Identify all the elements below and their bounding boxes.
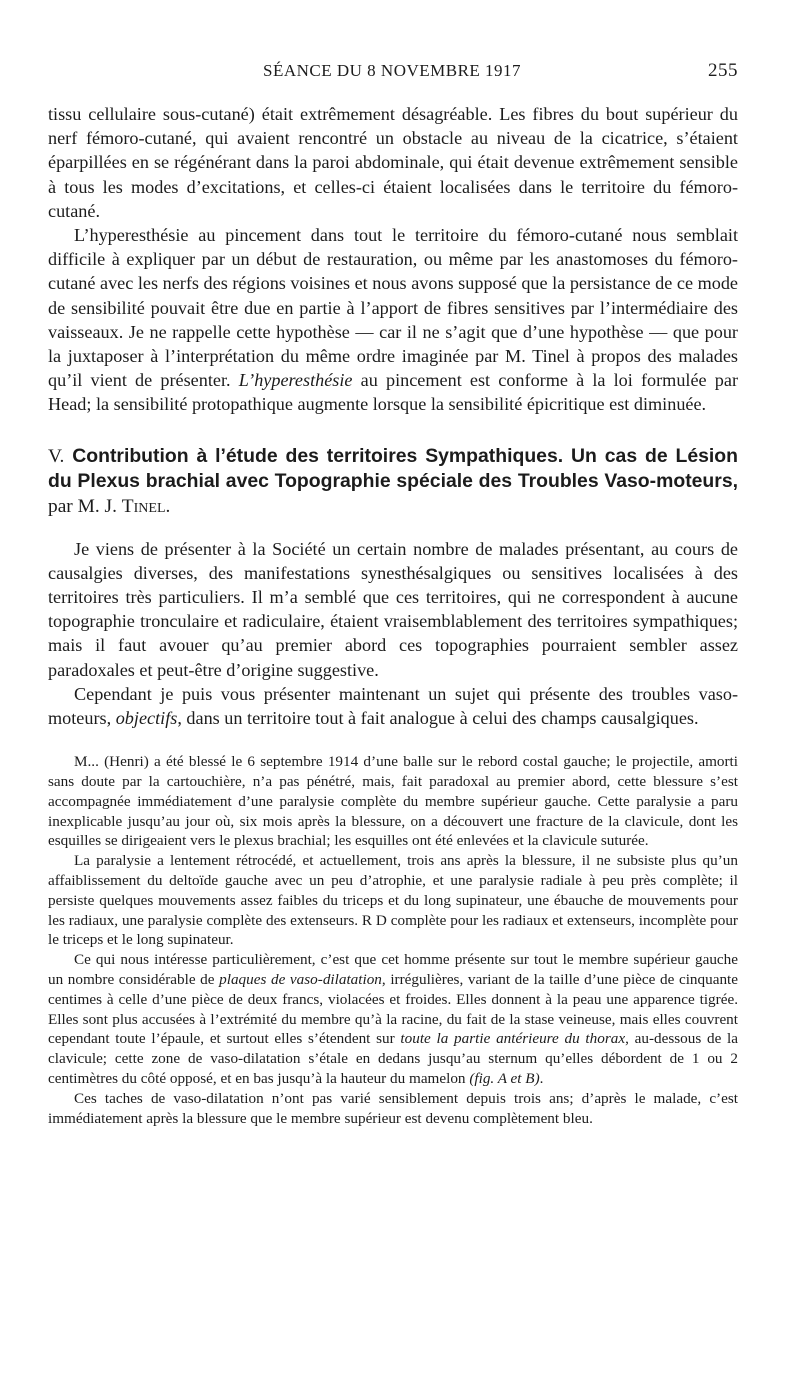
section-author-name: Tinel. [121, 495, 171, 517]
section-heading [48, 444, 738, 519]
case-paragraph-3: Ce qui nous intéresse particulièrement, c’est que cet homme présente sur tout le membre supérieur gauche un nombre considérable de plaques de vaso-dilatation, irrégulières, variant de la taille d’une pièce de cinquante centimes à celle d’une pièce de deux francs, violacées et froides. Elles donnent à la peau une apparence tigrée. Elles sont plus accusées à l’extrémité du membre qu’à la racine, du fait de la stase veineuse, mais elles couvrent cependant toute l’épaule, et surtout elles s’étendent sur toute la partie antérieure du thorax, au-dessous de la clavicule; cette zone de vaso-dilatation s’étale en dedans jusqu’au sternum qu’elles débordent de 1 ou 2 centimètres du côté opposé, et en bas jusqu’à la hauteur du mamelon (fig. A et B). [48, 951, 739, 1088]
section-number: V. [48, 445, 65, 467]
paragraph-intro: Je viens de présenter à la Société un certain nombre de malades présentant, au cours de causalgies diverses, des manifestations synesthésalgiques ou sensitives localisées à des territoires très particuliers. Il m’a semblé que ces territoires, qui ne correspondent à aucune topographie tronculaire et radiculaire, étaient vraisemblablement des territoires sympathiques; mais il faut avouer qu’au premier abord ces topographies pourraient sembler assez paradoxales et peut-être d’origine suggestive. [48, 538, 738, 680]
paragraph-hyperesthesie: L’hyperesthésie au pincement dans tout le territoire du fémoro-cutané nous semblait difficile à expliquer par un début de restauration, ou même par les anastomoses du fémoro-cutané avec les nerfs des régions voisines et nous avons supposé que la persistance de ce mode de sensibilité pouvait être due en partie à l’apport de fibres sensitives par l’intermédiaire des vaisseaux. Je ne rappelle cette hypothèse — car il ne s’agit que d’une hypothèse — que pour la juxtaposer à l’interprétation du même ordre imaginée par M. Tinel à propos des malades qu’il vient de présenter. L’hyperesthésie au pincement est conforme à la loi formulée par Head; la sensibilité protopathique augmente lorsque la sensibilité épicritique est diminuée. [48, 225, 738, 415]
paragraph-objectifs: Cependant je puis vous présenter maintenant un sujet qui présente des troubles vaso-moteurs, objectifs, dans un territoire tout à fait analogue à celui des champs causalgiques. [48, 683, 738, 729]
header-title: SÉANCE DU 8 NOVEMBRE 1917 [263, 61, 522, 80]
page [48, 60, 738, 1128]
section-author-prefix: par M. J. [48, 495, 122, 517]
case-paragraph-4: Ces taches de vaso-dilatation n’ont pas varié sensiblement depuis trois ans; d’après le malade, c’est immédiatement après la blessure que le membre supérieur est devenu complètement bleu. [48, 1089, 738, 1127]
case-paragraph-2: La paralysie a lentement rétrocédé, et actuellement, trois ans après la blessure, il ne subsiste plus qu’un affaiblissement du deltoïde gauche avec un peu d’atrophie, et une paralysie radiale à peu près complète; il persiste quelques mouvements assez faibles du triceps et du long supinateur, une ébauche de mouvements pour les radiaux, une paralysie complète des extenseurs. R D complète pour les radiaux et extenseurs, incomplète pour le triceps et le long supinateur. [48, 852, 738, 949]
page-number: 255 [708, 60, 738, 81]
running-header [48, 60, 738, 90]
paragraph-continuation: tissu cellulaire sous-cutané) était extrêmement désagréable. Les fibres du bout supérieur du nerf fémoro-cutané, qui avaient rencontré un obstacle au niveau de la cicatrice, s’étaient éparpillées en se régénérant dans la paroi abdominale, qui était devenue extrêmement sensible à tous les modes d’excitations, et celles-ci étaient localisées dans le territoire du fémoro-cutané. [48, 104, 738, 221]
section-title-text: Contribution à l’étude des territoires Sympathiques. Un cas de Lésion du Plexus brachial avec Topographie spéciale des Troubles Vaso-moteurs, [48, 444, 738, 492]
case-paragraph-1: M... (Henri) a été blessé le 6 septembre 1914 d’une balle sur le rebord costal gauche; le projectile, amorti sans doute par la cartouchière, n’a pas pénétré, mais, fait paradoxal au premier abord, cette blessure s’est accompagnée immédiatement d’une paralysie complète du membre supérieur gauche. Cette paralysie a paru inexplicable jusqu’au jour où, six mois après la blessure, on a découvert une fracture de la clavicule, dont les esquilles se dirigeaient vers le plexus brachial; les esquilles ont été enlevées et la clavicule suturée. [48, 753, 738, 850]
